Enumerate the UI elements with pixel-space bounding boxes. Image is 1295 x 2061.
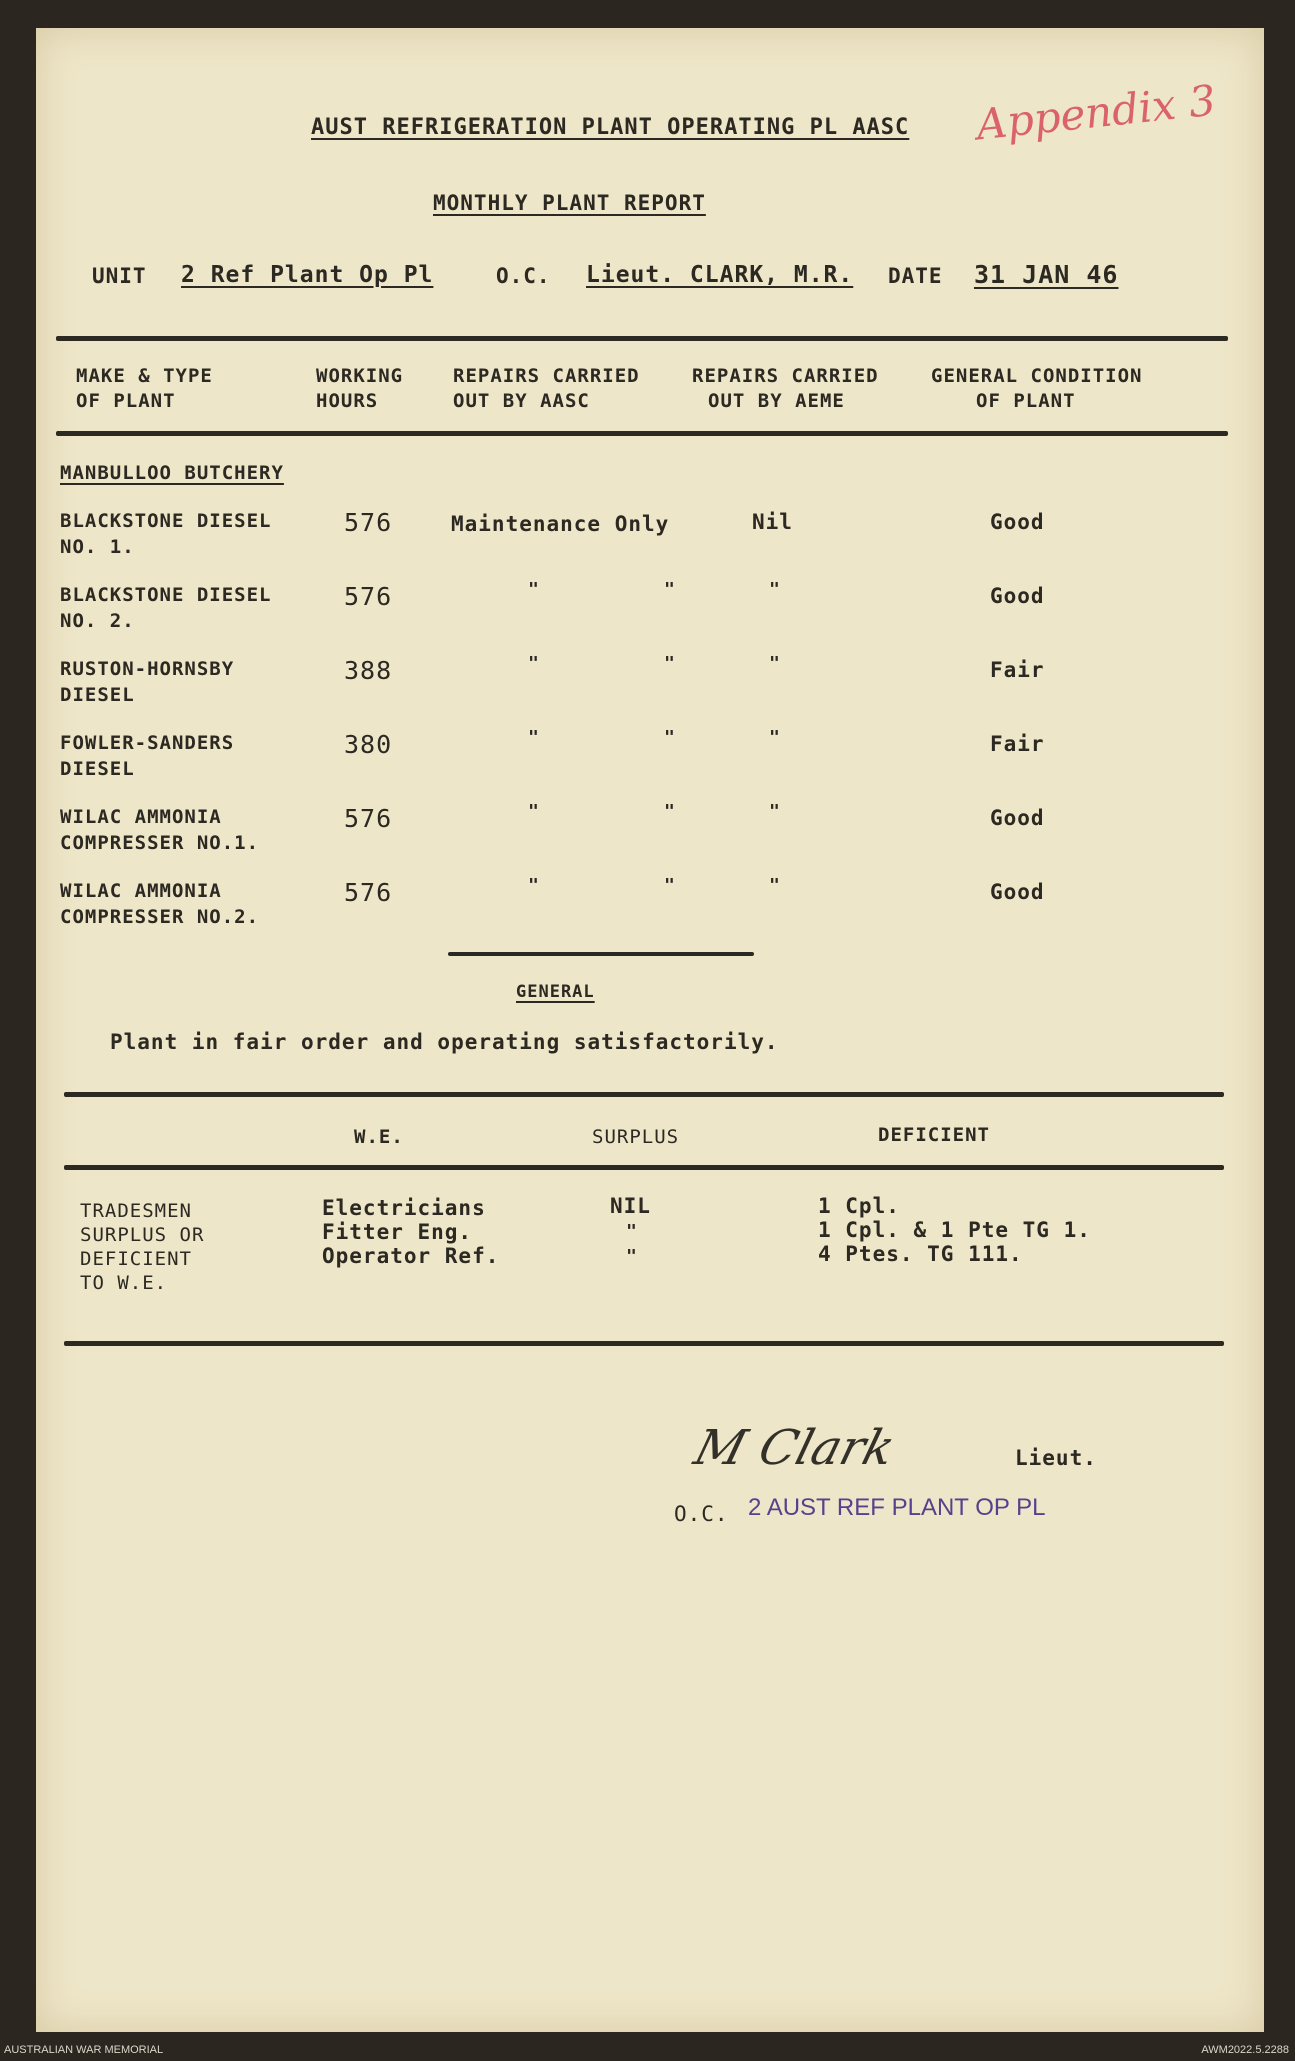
row4-plant-line1: FOWLER-SANDERS: [60, 732, 235, 754]
tradesmen-rule-top: [64, 1092, 1224, 1097]
tradesmen-label-line4: TO W.E.: [80, 1272, 168, 1294]
date-label: DATE: [888, 264, 943, 288]
col-header-aasc-1: REPAIRS CARRIED: [453, 365, 640, 387]
row4-plant-line2: DIESEL: [60, 758, 135, 780]
footer-institution: AUSTRALIAN WAR MEMORIAL: [4, 2044, 164, 2056]
trade-row2-deficient: 1 Cpl. & 1 Pte TG 1.: [818, 1218, 1091, 1242]
row2-hours: 576: [344, 582, 393, 611]
row6-hours: 576: [344, 878, 393, 907]
row5-aasc-ditto-2: ": [664, 801, 675, 822]
row2-plant-line1: BLACKSTONE DIESEL: [60, 584, 272, 606]
row6-aasc-ditto-2: ": [664, 875, 675, 896]
row6-condition: Good: [990, 880, 1045, 904]
row4-aasc-ditto: ": [528, 727, 539, 748]
col-header-aeme-1: REPAIRS CARRIED: [692, 365, 879, 387]
oc-value: Lieut. CLARK, M.R.: [586, 262, 854, 288]
oc-label: O.C.: [496, 264, 551, 288]
section-heading: MANBULLOO BUTCHERY: [60, 462, 284, 484]
row4-aeme-ditto: ": [769, 727, 780, 748]
tradesmen-label-line3: DEFICIENT: [80, 1248, 192, 1270]
row3-hours: 388: [344, 656, 393, 685]
footer-accession: AWM2022.5.2288: [1201, 2044, 1289, 2056]
trade-row3-name: Operator Ref.: [322, 1244, 500, 1268]
row2-aeme-ditto: ": [769, 579, 780, 600]
table-end-rule: [448, 952, 754, 956]
unit-label: UNIT: [92, 264, 147, 288]
col-header-plant-1: MAKE & TYPE: [76, 365, 213, 387]
row1-aeme: Nil: [752, 510, 793, 534]
tradesmen-rule-bottom: [64, 1341, 1224, 1346]
row2-aasc-ditto-2: ": [664, 579, 675, 600]
tradesmen-header-deficient: DEFICIENT: [878, 1124, 990, 1146]
row3-aasc-ditto: ": [528, 653, 539, 674]
row1-hours: 576: [344, 508, 393, 537]
date-value: 31 JAN 46: [974, 260, 1119, 289]
row2-aasc-ditto: ": [528, 579, 539, 600]
appendix-annotation: Appendix 3: [974, 75, 1218, 150]
tradesmen-rule-mid: [64, 1165, 1224, 1170]
col-header-condition-2: OF PLANT: [976, 390, 1076, 412]
general-text: Plant in fair order and operating satisfactorily.: [110, 1030, 779, 1054]
document-page: [36, 28, 1264, 2032]
row3-aeme-ditto: ": [769, 653, 780, 674]
tradesmen-header-surplus: SURPLUS: [592, 1126, 680, 1148]
row2-plant-line2: NO. 2.: [60, 610, 135, 632]
row5-plant-line1: WILAC AMMONIA: [60, 806, 222, 828]
row3-plant-line1: RUSTON-HORNSBY: [60, 658, 235, 680]
row4-hours: 380: [344, 730, 393, 759]
col-header-hours-2: HOURS: [316, 390, 379, 412]
row1-aasc: Maintenance Only: [451, 512, 670, 536]
row5-hours: 576: [344, 804, 393, 833]
row4-aasc-ditto-2: ": [664, 727, 675, 748]
row5-aasc-ditto: ": [528, 801, 539, 822]
row1-plant-line1: BLACKSTONE DIESEL: [60, 510, 272, 532]
general-heading: GENERAL: [516, 982, 595, 1002]
row4-condition: Fair: [990, 732, 1045, 756]
row5-condition: Good: [990, 806, 1045, 830]
row5-aeme-ditto: ": [769, 801, 780, 822]
row6-plant-line2: COMPRESSER NO.2.: [60, 906, 260, 928]
row5-plant-line2: COMPRESSER NO.1.: [60, 832, 260, 854]
trade-row2-surplus: ": [626, 1221, 637, 1242]
row3-plant-line2: DIESEL: [60, 684, 135, 706]
row1-condition: Good: [990, 510, 1045, 534]
signature: M Clark: [688, 1420, 901, 1476]
trade-row2-name: Fitter Eng.: [322, 1220, 473, 1244]
trade-row1-surplus: NIL: [610, 1194, 651, 1218]
tradesmen-label-line1: TRADESMEN: [80, 1200, 192, 1222]
trade-row1-name: Electricians: [322, 1196, 486, 1220]
row3-condition: Fair: [990, 658, 1045, 682]
tradesmen-label-line2: SURPLUS OR: [80, 1224, 205, 1246]
header-rule-top: [56, 336, 1228, 341]
header-rule-bottom: [56, 431, 1228, 436]
report-subtitle: MONTHLY PLANT REPORT: [433, 191, 706, 215]
row6-aasc-ditto: ": [528, 875, 539, 896]
row3-aasc-ditto-2: ": [664, 653, 675, 674]
col-header-aeme-2: OUT BY AEME: [708, 390, 845, 412]
tradesmen-header-we: W.E.: [354, 1126, 404, 1148]
signature-rank: Lieut.: [1015, 1446, 1097, 1470]
col-header-aasc-2: OUT BY AASC: [453, 390, 590, 412]
row6-plant-line1: WILAC AMMONIA: [60, 880, 222, 902]
col-header-condition-1: GENERAL CONDITION: [931, 365, 1143, 387]
unit-value: 2 Ref Plant Op Pl: [181, 262, 434, 288]
row6-aeme-ditto: ": [769, 875, 780, 896]
trade-row3-deficient: 4 Ptes. TG 111.: [818, 1242, 1023, 1266]
trade-row1-deficient: 1 Cpl.: [818, 1194, 900, 1218]
unit-stamp: 2 AUST REF PLANT OP PL: [748, 1494, 1046, 1521]
row1-plant-line2: NO. 1.: [60, 536, 135, 558]
col-header-plant-2: OF PLANT: [76, 390, 176, 412]
document-title: AUST REFRIGERATION PLANT OPERATING PL AASC: [311, 115, 910, 140]
row2-condition: Good: [990, 584, 1045, 608]
trade-row3-surplus: ": [626, 1246, 637, 1267]
signature-oc-label: O.C.: [674, 1502, 729, 1526]
col-header-hours-1: WORKING: [316, 365, 404, 387]
